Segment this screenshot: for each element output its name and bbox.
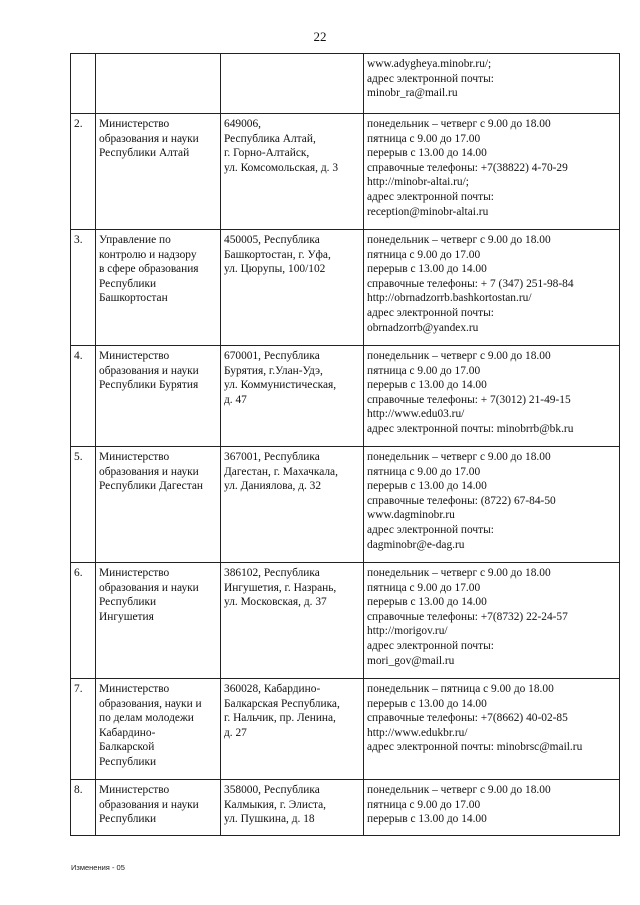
row-number-cell: 4. xyxy=(71,346,96,447)
table-row xyxy=(71,114,620,230)
address-cell xyxy=(221,346,364,447)
contact-info-line: http://obrnadzorrb.bashkortostan.ru/ xyxy=(367,292,532,305)
organization-name-line: Республики Бурятия xyxy=(99,379,199,392)
contact-info-line: minobr_ra@mail.ru xyxy=(367,87,458,100)
contact-info-line: dagminobr@e-dag.ru xyxy=(367,538,465,551)
contact-info-line: справочные телефоны: + 7 (347) 251-98-84 xyxy=(367,277,574,290)
address-line: д. 47 xyxy=(224,393,247,406)
contact-info-line: понедельник – четверг с 9.00 до 18.00 xyxy=(367,784,551,796)
address-line: 670001, Республика xyxy=(224,350,320,362)
table-row xyxy=(71,780,620,836)
contact-info-line: www.adygheya.minobr.ru/; xyxy=(367,58,492,70)
address-line: ул. Комсомольская, д. 3 xyxy=(224,161,339,174)
contact-info-line: пятница с 9.00 до 17.00 xyxy=(367,581,481,594)
organization-name-cell xyxy=(96,563,221,679)
contact-info-line: перерыв с 13.00 до 14.00 xyxy=(367,813,487,826)
contact-info-line: справочные телефоны: +7(38822) 4-70-29 xyxy=(367,161,568,174)
table-row xyxy=(71,346,620,447)
row-number-cell: 7. xyxy=(71,679,96,780)
address-cell xyxy=(221,447,364,563)
contact-info-line: пятница с 9.00 до 17.00 xyxy=(367,798,481,811)
contact-info-line: www.dagminobr.ru xyxy=(367,509,455,522)
contact-info-line: справочные телефоны: + 7(3012) 21-49-15 xyxy=(367,393,571,406)
education-authorities-table xyxy=(70,53,620,836)
contact-info-line: понедельник – пятница с 9.00 до 18.00 xyxy=(367,683,554,695)
contact-info-line: mori_gov@mail.ru xyxy=(367,654,455,667)
address-line: Башкортостан, г. Уфа, xyxy=(224,248,331,261)
contact-info-line: адрес электронной почты: xyxy=(367,190,494,203)
contact-info-line: понедельник – четверг с 9.00 до 18.00 xyxy=(367,451,551,463)
organization-name-line: Кабардино- xyxy=(99,726,156,739)
organization-name-cell xyxy=(96,346,221,447)
organization-name-line: образования и науки xyxy=(99,364,199,377)
table-row xyxy=(71,54,620,114)
contact-info-line: пятница с 9.00 до 17.00 xyxy=(367,132,481,145)
organization-name-cell xyxy=(96,780,221,836)
organization-name-line: в сфере образования xyxy=(99,263,199,276)
address-line: ул. Пушкина, д. 18 xyxy=(224,813,315,826)
address-line: 649006, xyxy=(224,118,262,130)
address-line: ул. Московская, д. 37 xyxy=(224,596,327,609)
address-line: Калмыкия, г. Элиста, xyxy=(224,798,327,811)
contact-info-line: понедельник – четверг с 9.00 до 18.00 xyxy=(367,567,551,579)
organization-name-line: Башкортостан xyxy=(99,292,168,305)
contact-info-line: понедельник – четверг с 9.00 до 18.00 xyxy=(367,234,551,246)
table-row xyxy=(71,679,620,780)
contact-info-line: перерыв с 13.00 до 14.00 xyxy=(367,596,487,609)
organization-name-line: Министерство xyxy=(99,784,170,796)
contact-info-line: адрес электронной почты: minobrrb@bk.ru xyxy=(367,422,574,435)
organization-name-line: Республики Алтай xyxy=(99,147,190,160)
organization-name-cell xyxy=(96,114,221,230)
contact-info-line: адрес электронной почты: xyxy=(367,523,494,536)
organization-name-cell xyxy=(96,230,221,346)
address-line: 358000, Республика xyxy=(224,784,320,796)
organization-name-cell xyxy=(96,54,221,114)
address-cell xyxy=(221,230,364,346)
address-line: Дагестан, г. Махачкала, xyxy=(224,465,338,478)
address-line: 450005, Республика xyxy=(224,234,320,246)
organization-name-line: Республики xyxy=(99,277,157,290)
contact-info-line: перерыв с 13.00 до 14.00 xyxy=(367,263,487,276)
organization-name-line: Министерство xyxy=(99,567,170,579)
contact-info-cell xyxy=(364,447,620,563)
contact-info-line: справочные телефоны: +7(8662) 40-02-85 xyxy=(367,712,568,725)
address-cell xyxy=(221,780,364,836)
contact-info-line: адрес электронной почты: minobrsc@mail.ru xyxy=(367,741,583,754)
contact-info-line: понедельник – четверг с 9.00 до 18.00 xyxy=(367,118,551,130)
contact-info-line: obrnadzorrb@yandex.ru xyxy=(367,321,479,334)
organization-name-line: образования и науки xyxy=(99,798,199,811)
row-number-cell xyxy=(71,54,96,114)
row-number-cell: 8. xyxy=(71,780,96,836)
contact-info-line: пятница с 9.00 до 17.00 xyxy=(367,364,481,377)
contact-info-line: http://morigov.ru/ xyxy=(367,625,448,638)
contact-info-line: справочные телефоны: (8722) 67-84-50 xyxy=(367,494,556,507)
organization-name-line: Республики xyxy=(99,755,157,768)
address-line: ул. Коммунистическая, xyxy=(224,379,337,392)
row-number-cell: 6. xyxy=(71,563,96,679)
organization-name-line: по делам молодежи xyxy=(99,712,194,725)
contact-info-line: адрес электронной почты: xyxy=(367,306,494,319)
address-cell xyxy=(221,54,364,114)
contact-info-cell xyxy=(364,563,620,679)
table-row xyxy=(71,563,620,679)
contact-info-line: перерыв с 13.00 до 14.00 xyxy=(367,480,487,493)
organization-name-line: Республики xyxy=(99,596,157,609)
organization-name-line: образования, науки и xyxy=(99,697,202,710)
address-line: 386102, Республика xyxy=(224,567,320,579)
contact-info-line: http://www.edukbr.ru/ xyxy=(367,726,468,739)
page-number: 22 xyxy=(313,29,327,44)
organization-name-line: Ингушетия xyxy=(99,610,154,623)
address-line: Балкарская Республика, xyxy=(224,697,340,710)
address-line: ул. Даниялова, д. 32 xyxy=(224,480,322,493)
organization-name-line: Управление по xyxy=(99,234,171,246)
contact-info-line: http://minobr-altai.ru/; xyxy=(367,176,469,189)
contact-info-line: понедельник – четверг с 9.00 до 18.00 xyxy=(367,350,551,362)
address-line: г. Нальчик, пр. Ленина, xyxy=(224,712,336,725)
contact-info-line: reception@minobr-altai.ru xyxy=(367,205,489,218)
address-line: 360028, Кабардино- xyxy=(224,683,321,695)
organization-name-line: Министерство xyxy=(99,118,170,130)
organization-name-line: контролю и надзору xyxy=(99,248,197,261)
contact-info-line: перерыв с 13.00 до 14.00 xyxy=(367,379,487,392)
organization-name-line: Балкарской xyxy=(99,741,155,754)
address-line: Бурятия, г.Улан-Удэ, xyxy=(224,364,323,377)
row-number-cell: 5. xyxy=(71,447,96,563)
footer-revision-note: Изменения - 05 xyxy=(71,863,125,872)
row-number-cell: 2. xyxy=(71,114,96,230)
contact-info-line: пятница с 9.00 до 17.00 xyxy=(367,465,481,478)
organization-name-line: образования и науки xyxy=(99,581,199,594)
contact-info-cell xyxy=(364,230,620,346)
contact-info-line: http://www.edu03.ru/ xyxy=(367,408,465,421)
address-cell xyxy=(221,114,364,230)
address-line: Республика Алтай, xyxy=(224,132,316,145)
organization-name-line: Республики Дагестан xyxy=(99,480,204,493)
contact-info-line: адрес электронной почты: xyxy=(367,639,494,652)
row-number-cell: 3. xyxy=(71,230,96,346)
contact-info-line: справочные телефоны: +7(8732) 22-24-57 xyxy=(367,610,568,623)
table-body xyxy=(71,54,620,836)
address-line: 367001, Республика xyxy=(224,451,320,463)
address-line: ул. Цюрупы, 100/102 xyxy=(224,263,326,276)
organization-name-line: Министерство xyxy=(99,350,170,362)
address-line: Ингушетия, г. Назрань, xyxy=(224,581,337,594)
contact-info-cell xyxy=(364,114,620,230)
organization-name-cell xyxy=(96,447,221,563)
organization-name-line: образования и науки xyxy=(99,132,199,145)
contact-info-line: перерыв с 13.00 до 14.00 xyxy=(367,697,487,710)
organization-name-cell xyxy=(96,679,221,780)
table-row xyxy=(71,230,620,346)
organization-name-line: Министерство xyxy=(99,683,170,695)
contact-info-line: пятница с 9.00 до 17.00 xyxy=(367,248,481,261)
organization-name-line: Республики xyxy=(99,813,157,826)
address-line: д. 27 xyxy=(224,726,247,739)
contact-info-line: адрес электронной почты: xyxy=(367,72,494,85)
contact-info-cell xyxy=(364,54,620,114)
address-cell xyxy=(221,679,364,780)
address-cell xyxy=(221,563,364,679)
contact-info-cell xyxy=(364,679,620,780)
contact-info-cell xyxy=(364,346,620,447)
organization-name-line: Министерство xyxy=(99,451,170,463)
organization-name-line: образования и науки xyxy=(99,465,199,478)
address-line: г. Горно-Алтайск, xyxy=(224,147,310,160)
contact-info-line: перерыв с 13.00 до 14.00 xyxy=(367,147,487,160)
table-row xyxy=(71,447,620,563)
contact-info-cell xyxy=(364,780,620,836)
